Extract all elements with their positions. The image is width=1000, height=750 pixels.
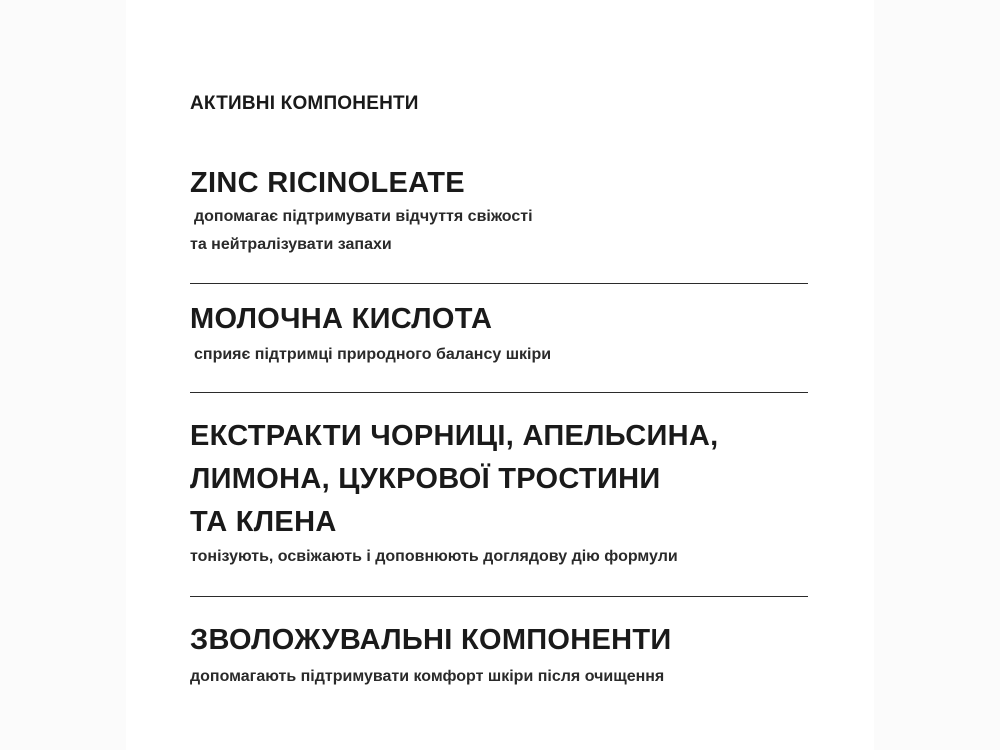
ingredient-title: МОЛОЧНА КИСЛОТА — [190, 303, 493, 335]
ingredient-description: допомагають підтримувати комфорт шкіри після очищення — [190, 668, 665, 685]
divider — [190, 392, 808, 393]
ingredient-description: тонізують, освіжають і доповнюють доглядову дію формули — [190, 548, 678, 565]
ingredient-title: ЕКСТРАКТИ ЧОРНИЦІ, АПЕЛЬСИНА, — [190, 420, 719, 452]
section-heading: АКТИВНІ КОМПОНЕНТИ — [190, 93, 419, 114]
ingredient-title: ТА КЛЕНА — [190, 506, 337, 538]
divider — [190, 283, 808, 284]
divider — [190, 596, 808, 597]
ingredient-title: ZINC RICINOLEATE — [190, 167, 465, 199]
ingredient-description: та нейтралізувати запахи — [190, 236, 392, 253]
ingredient-description: допомагає підтримувати відчуття свіжості — [194, 208, 533, 225]
ingredient-title: ЛИМОНА, ЦУКРОВОЇ ТРОСТИНИ — [190, 463, 661, 495]
ingredient-title: ЗВОЛОЖУВАЛЬНІ КОМПОНЕНТИ — [190, 624, 672, 656]
ingredient-description: сприяє підтримці природного балансу шкіри — [194, 346, 552, 363]
